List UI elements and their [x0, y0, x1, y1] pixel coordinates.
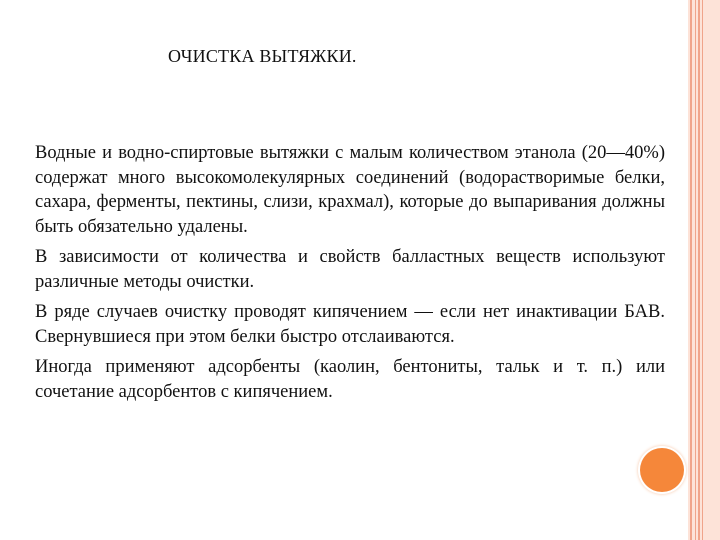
paragraph: В зависимости от количества и свойств балластных веществ используют различные методы очистки. — [35, 247, 665, 292]
slide-title: ОЧИСТКА ВЫТЯЖКИ. — [168, 46, 357, 66]
paragraph: В ряде случаев очистку проводят кипячением — если нет инактивации БАВ. Свернувшиеся при этом белки быстро отслаиваются. — [35, 302, 665, 347]
paragraph: Иногда применяют адсорбенты (каолин, бентониты, тальк и т. п.) или сочетание адсорбентов с кипячением. — [35, 357, 665, 402]
paragraph: Водные и водно-спиртовые вытяжки с малым количеством этанола (20—40%) содержат много высокомолекулярных соединений (водорастворимые белки, сахара, ферменты, пектины, слизи, крахмал), которые до выпаривания должны быть обязательно удалены. — [35, 143, 665, 237]
slide-body — [35, 141, 665, 410]
decorative-side-band — [688, 0, 720, 540]
decorative-circle-icon — [640, 448, 684, 492]
